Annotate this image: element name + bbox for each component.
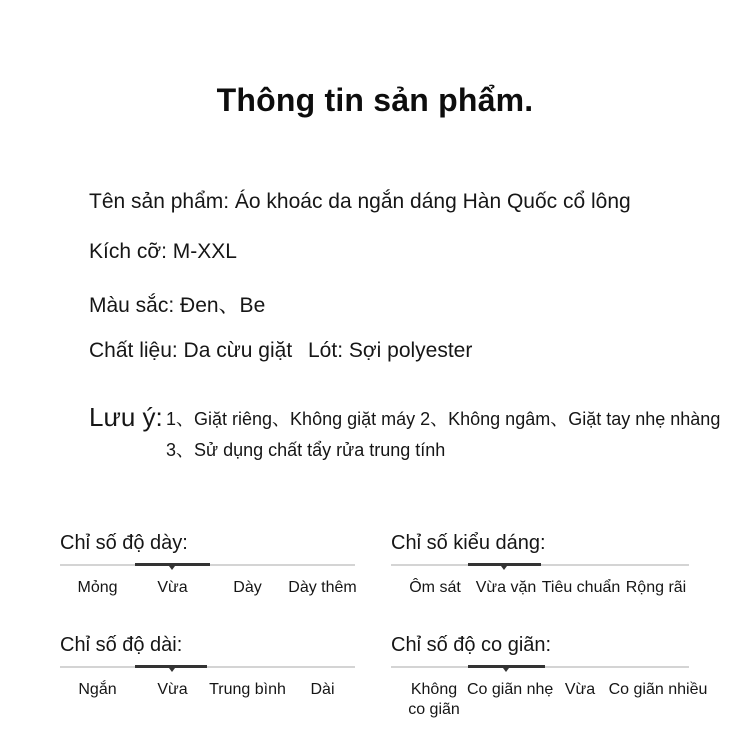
page-title: Thông tin sản phẩm. [216,82,534,118]
product-size: Kích cỡ: M-XXL [89,240,237,263]
thickness-option-thick: Dày [233,579,262,596]
stretch-scale [391,634,711,730]
thickness-option-medium: Vừa [157,579,188,596]
thickness-scale-title: Chỉ số độ dày: [60,532,188,554]
length-option-short: Ngắn [78,681,117,698]
stretch-option-none: Không co giãn [408,681,460,718]
stretch-option-high: Co giãn nhiều [608,681,708,698]
product-lining: Lót: Sợi polyester [308,339,473,362]
product-material: Chất liệu: Da cừu giặt [89,339,293,362]
product-name: Tên sản phẩm: Áo khoác da ngắn dáng Hàn Quốc cổ lông [89,190,631,213]
length-scale-pointer [169,668,175,672]
stretch-option-light: Co giãn nhẹ [467,681,554,698]
stretch-scale-title: Chỉ số độ co giãn: [391,634,552,656]
care-note-line-1: 1、Giặt riêng、Không giặt máy 2、Không ngâm、Giặt tay nhẹ nhàng [166,409,721,429]
length-option-long: Dài [310,681,335,698]
length-option-average: Trung bình [209,681,286,698]
thickness-option-extra-thick: Dày thêm [288,579,357,596]
fit-scale [391,532,691,612]
stretch-option-medium: Vừa [564,681,596,698]
fit-option-slim: Ôm sát [409,579,461,596]
length-scale-track [60,666,355,668]
thickness-scale-pointer [169,566,175,570]
fit-option-standard: Tiêu chuẩn [541,579,621,596]
fit-scale-pointer [501,566,507,570]
care-note-line-2: 3、Sử dụng chất tẩy rửa trung tính [166,440,446,460]
length-option-medium: Vừa [157,681,188,698]
fit-option-loose: Rộng rãi [625,579,687,596]
fit-option-regular: Vừa vặn [475,579,537,596]
thickness-option-thin: Mỏng [77,579,118,596]
length-scale-title: Chỉ số độ dài: [60,634,183,656]
care-note-label: Lưu ý: [89,402,163,432]
length-scale [60,634,360,714]
stretch-scale-pointer [503,668,509,672]
product-color: Màu sắc: Đen、Be [89,294,266,317]
fit-scale-title: Chỉ số kiểu dáng: [391,532,546,554]
thickness-scale [60,532,360,612]
